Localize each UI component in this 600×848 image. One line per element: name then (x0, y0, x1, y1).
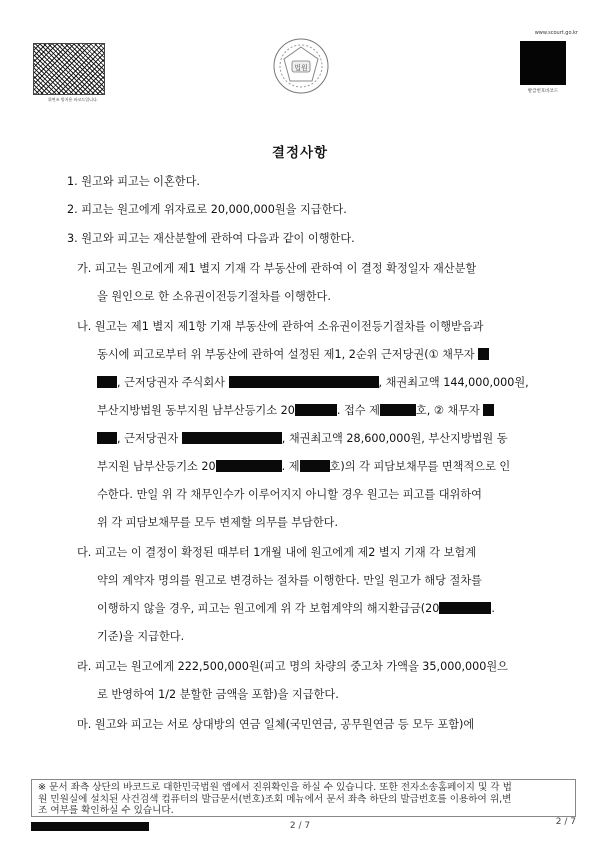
issuance-barcode-label: 발급번호바코드 (527, 89, 559, 94)
redaction (300, 460, 330, 472)
redaction (97, 432, 117, 444)
site-url: www.scourt.go.kr (534, 30, 578, 36)
notice-line-3: 조 여부를 확인하실 수 있습니다. (38, 805, 174, 816)
page-number-right: 2 / 7 (555, 817, 576, 827)
item-na-line-3: , 근저당권자 주식회사 , 채권최고액 144,000,000원, (97, 376, 529, 390)
item-na-line-6: 부지원 남부산등기소 20 . 제 호)의 각 피담보채무를 면책적으로 인 (97, 460, 511, 473)
redaction (216, 460, 282, 472)
item-ma-line-1: 마. 원고와 피고는 서로 상대방의 연금 일체(국민연금, 공무원연금 등 모두 포함)에 (77, 718, 475, 731)
item-1: 1. 원고와 피고는 이혼한다. (67, 175, 200, 188)
item-na-line-7: 수한다. 만일 위 각 채무인수가 이루어지지 아니할 경우 원고는 피고를 대위하여 (97, 488, 482, 501)
barcode-caption: 위변조 방지용 바코드입니다. (47, 97, 99, 102)
court-seal-icon (272, 37, 330, 95)
item-ra-line-2: 로 반영하여 1/2 분할한 금액을 포함)을 지급한다. (97, 688, 339, 701)
redaction (295, 404, 337, 416)
item-da-line-1: 다. 피고는 이 결정이 확정된 때부터 1개월 내에 원고에게 제2 별지 기재 각 보험계 (77, 546, 477, 559)
issuance-number-redaction (31, 822, 149, 831)
issuance-barcode (520, 41, 566, 85)
redaction (439, 602, 491, 614)
redaction (478, 348, 489, 360)
page-number-center: 2 / 7 (289, 821, 311, 831)
authentication-barcode (33, 43, 105, 95)
item-na-line-1: 나. 원고는 제1 별지 제1항 기재 부동산에 관하여 소유권이전등기절차를 이행받음과 (77, 320, 484, 333)
redaction (380, 404, 416, 416)
item-da-line-4: 기준)을 지급한다. (97, 630, 185, 643)
item-ga-line-2: 을 원인으로 한 소유권이전등기절차를 이행한다. (97, 290, 331, 303)
item-da-line-2: 약의 계약자 명의를 원고로 변경하는 절차를 이행한다. 만일 원고가 해당 절차를 (97, 574, 482, 587)
redaction (182, 432, 282, 444)
redaction (97, 376, 117, 388)
verification-notice (31, 779, 576, 817)
notice-line-2: 원 민원실에 설치된 사건검색 컴퓨터의 발급문서(번호)조회 메뉴에서 문서 좌측 하단의 발급번호를 이용하여 위,변 (38, 793, 512, 805)
item-na-line-8: 위 각 피담보채무를 모두 변제할 의무를 부담한다. (97, 516, 339, 529)
notice-line-1: ※ 문서 좌측 상단의 바코드로 대한민국법원 앱에서 진위확인을 하실 수 있습니다. 또한 전자소송홈페이지 및 각 법 (38, 782, 512, 793)
item-2: 2. 피고는 원고에게 위자료로 20,000,000원을 지급한다. (67, 203, 347, 216)
redaction (483, 404, 494, 416)
item-da-line-3: 이행하지 않을 경우, 피고는 원고에게 위 각 보험계약의 해지환급금(20 . (97, 602, 495, 615)
page-title: 결정사항 (271, 145, 329, 161)
redaction (229, 376, 379, 388)
item-na-line-2: 동시에 피고로부터 위 부동산에 관하여 설정된 제1, 2순위 근저당권(① 채무자 (97, 348, 489, 362)
seal-text: 법원 (294, 64, 308, 72)
item-ra-line-1: 라. 피고는 원고에게 222,500,000원(피고 명의 차량의 중고차 가액을 35,000,000원으 (77, 660, 508, 673)
item-3: 3. 원고와 피고는 재산분할에 관하여 다음과 같이 이행한다. (67, 232, 355, 245)
item-na-line-5: , 근저당권자 , 채권최고액 28,600,000원, 부산지방법원 동 (97, 432, 508, 446)
item-ga-line-1: 가. 피고는 원고에게 제1 별지 기재 각 부동산에 관하여 이 결정 확정일자 재산분할 (77, 262, 477, 275)
item-na-line-4: 부산지방법원 동부지원 남부산등기소 20 . 접수 제 호, ② 채무자 (97, 404, 494, 418)
